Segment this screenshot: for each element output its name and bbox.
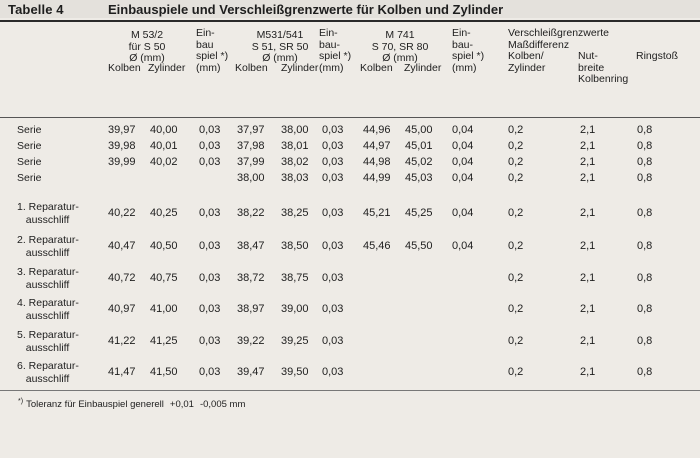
- table-cell: 39,25: [281, 335, 309, 347]
- table-cell: 45,01: [405, 140, 433, 152]
- table-cell: 40,97: [108, 303, 136, 315]
- table-cell: 0,04: [452, 240, 474, 252]
- table-cell: 41,47: [108, 366, 136, 378]
- table-cell: 0,2: [508, 335, 524, 347]
- table-cell: 2,1: [580, 303, 596, 315]
- table-cell: 0,8: [637, 303, 653, 315]
- table-cell: 45,50: [405, 240, 433, 252]
- table-cell: 0,03: [322, 207, 344, 219]
- header-ringstoss: Ringstoß: [636, 50, 679, 62]
- table-cell: 0,03: [322, 335, 344, 347]
- table-cell: 40,25: [150, 207, 178, 219]
- table-cell: 38,22: [237, 207, 265, 219]
- table-title: Einbauspiele und Verschleißgrenzwerte für Kolben und Zylinder: [108, 2, 504, 17]
- table-cell: 0,2: [508, 124, 524, 136]
- table-cell: 39,99: [108, 156, 136, 168]
- table-cell: 45,00: [405, 124, 433, 136]
- table-cell: 44,98: [363, 156, 391, 168]
- table-cell: 0,2: [508, 140, 524, 152]
- table-cell: 38,97: [237, 303, 265, 315]
- table-cell: 0,03: [322, 272, 344, 284]
- table-cell: 40,01: [150, 140, 178, 152]
- table-cell: 0,8: [637, 240, 653, 252]
- header-m53-zylinder: Zylinder: [148, 62, 186, 74]
- header-einbauspiel-2: Ein- bau- spiel *) (mm): [319, 27, 352, 74]
- table-cell: 41,22: [108, 335, 136, 347]
- table-cell: 0,8: [637, 366, 653, 378]
- table-cell: 39,97: [108, 124, 136, 136]
- table-cell: 0,03: [199, 140, 221, 152]
- table-number: Tabelle 4: [8, 2, 64, 17]
- table-cell: 0,2: [508, 272, 524, 284]
- table-cell: 40,00: [150, 124, 178, 136]
- table-cell: 0,8: [637, 335, 653, 347]
- table-cell: 40,72: [108, 272, 136, 284]
- table-cell: 0,8: [637, 207, 653, 219]
- table-cell: 0,04: [452, 156, 474, 168]
- table-cell: 0,04: [452, 207, 474, 219]
- table-cell: 0,04: [452, 140, 474, 152]
- table-cell: 41,00: [150, 303, 178, 315]
- table-cell: 38,02: [281, 156, 309, 168]
- row-label: Serie: [17, 140, 42, 152]
- table-cell: 45,25: [405, 207, 433, 219]
- table-cell: 0,03: [322, 124, 344, 136]
- table-cell: 0,8: [637, 272, 653, 284]
- table-cell: 0,03: [199, 207, 221, 219]
- footer-divider: [0, 390, 700, 391]
- table-cell: 0,03: [199, 156, 221, 168]
- table-cell: 39,98: [108, 140, 136, 152]
- table-cell: 37,98: [237, 140, 265, 152]
- table-cell: 41,25: [150, 335, 178, 347]
- table-cell: 2,1: [580, 140, 596, 152]
- table-cell: 2,1: [580, 272, 596, 284]
- row-label: 3. Reparatur- ausschliff: [17, 266, 79, 291]
- table-cell: 37,99: [237, 156, 265, 168]
- header-m531: M531/541 S 51, SR 50 Ø (mm): [251, 29, 309, 64]
- table-cell: 2,1: [580, 240, 596, 252]
- row-label: 6. Reparatur- ausschliff: [17, 360, 79, 385]
- table-cell: 0,03: [322, 140, 344, 152]
- table-cell: 37,97: [237, 124, 265, 136]
- row-label: 2. Reparatur- ausschliff: [17, 234, 79, 259]
- table-cell: 41,50: [150, 366, 178, 378]
- footnote-minus: -0,005 mm: [199, 399, 246, 411]
- footnote-plus: +0,01: [169, 399, 194, 411]
- table-cell: 44,96: [363, 124, 391, 136]
- table-cell: 39,00: [281, 303, 309, 315]
- table-cell: 40,50: [150, 240, 178, 252]
- table-cell: 45,03: [405, 172, 433, 184]
- header-m531-kolben: Kolben: [235, 62, 268, 74]
- table-cell: 38,47: [237, 240, 265, 252]
- header-einbauspiel-1: Ein- bau spiel *) (mm): [196, 27, 229, 74]
- table-cell: 2,1: [580, 366, 596, 378]
- table-cell: 0,03: [199, 366, 221, 378]
- table-cell: 38,25: [281, 207, 309, 219]
- header-m741-kolben: Kolben: [360, 62, 393, 74]
- row-label: 1. Reparatur- ausschliff: [17, 201, 79, 226]
- table-cell: 2,1: [580, 124, 596, 136]
- header-m53-kolben: Kolben: [108, 62, 141, 74]
- header-divider: [0, 117, 700, 118]
- table-cell: 0,03: [322, 156, 344, 168]
- table-cell: 0,03: [322, 303, 344, 315]
- footnote-marker: *): [18, 398, 24, 405]
- table-cell: 40,47: [108, 240, 136, 252]
- table-cell: 40,22: [108, 207, 136, 219]
- table-cell: 0,04: [452, 124, 474, 136]
- table-cell: 45,02: [405, 156, 433, 168]
- table-cell: 0,8: [637, 156, 653, 168]
- table-cell: 0,2: [508, 366, 524, 378]
- table-cell: 2,1: [580, 172, 596, 184]
- table-cell: 40,75: [150, 272, 178, 284]
- table-cell: 0,8: [637, 140, 653, 152]
- table-cell: 0,8: [637, 124, 653, 136]
- table-cell: 40,02: [150, 156, 178, 168]
- table-cell: 0,03: [199, 272, 221, 284]
- table-cell: 0,03: [199, 124, 221, 136]
- table-cell: 0,2: [508, 303, 524, 315]
- row-label: 5. Reparatur- ausschliff: [17, 329, 79, 354]
- title-bar: [0, 0, 700, 18]
- table-cell: 38,03: [281, 172, 309, 184]
- table-cell: 38,50: [281, 240, 309, 252]
- row-label: Serie: [17, 124, 42, 136]
- table-cell: 0,8: [637, 172, 653, 184]
- table-cell: 0,03: [199, 335, 221, 347]
- table-cell: 0,03: [199, 303, 221, 315]
- table-cell: 38,75: [281, 272, 309, 284]
- table-cell: 0,03: [322, 240, 344, 252]
- table-cell: 45,21: [363, 207, 391, 219]
- table-cell: 0,2: [508, 156, 524, 168]
- header-m53: M 53/2 für S 50 Ø (mm): [128, 29, 166, 64]
- table-cell: 2,1: [580, 207, 596, 219]
- table-cell: 2,1: [580, 335, 596, 347]
- header-nutbreite: Nut- breite Kolbenring: [578, 50, 629, 85]
- top-rule: [0, 20, 700, 22]
- header-m531-zylinder: Zylinder: [281, 62, 319, 74]
- header-verschleissgrenzwerte: Verschleißgrenzwerte Maßdifferenz Kolben/ Zylinder: [508, 27, 609, 74]
- table-cell: 0,03: [322, 366, 344, 378]
- table-cell: 0,2: [508, 240, 524, 252]
- table-cell: 45,46: [363, 240, 391, 252]
- table-cell: 38,00: [281, 124, 309, 136]
- table-cell: 0,03: [199, 240, 221, 252]
- table-cell: 0,2: [508, 207, 524, 219]
- header-m741: M 741 S 70, SR 80 Ø (mm): [371, 29, 429, 64]
- table-cell: 2,1: [580, 156, 596, 168]
- table-cell: 39,47: [237, 366, 265, 378]
- row-label: Serie: [17, 172, 42, 184]
- table-cell: 44,99: [363, 172, 391, 184]
- row-label: Serie: [17, 156, 42, 168]
- table-cell: 38,00: [237, 172, 265, 184]
- table-cell: 39,50: [281, 366, 309, 378]
- table-cell: 38,72: [237, 272, 265, 284]
- table-cell: 38,01: [281, 140, 309, 152]
- footnote: [18, 398, 245, 410]
- table-cell: 0,2: [508, 172, 524, 184]
- table-cell: 0,04: [452, 172, 474, 184]
- footnote-text: Toleranz für Einbauspiel generell: [26, 399, 164, 411]
- header-m741-zylinder: Zylinder: [404, 62, 442, 74]
- row-label: 4. Reparatur- ausschliff: [17, 297, 79, 322]
- table-cell: 44,97: [363, 140, 391, 152]
- header-einbauspiel-3: Ein- bau- spiel *) (mm): [452, 27, 485, 74]
- table-cell: 39,22: [237, 335, 265, 347]
- table-cell: 0,03: [322, 172, 344, 184]
